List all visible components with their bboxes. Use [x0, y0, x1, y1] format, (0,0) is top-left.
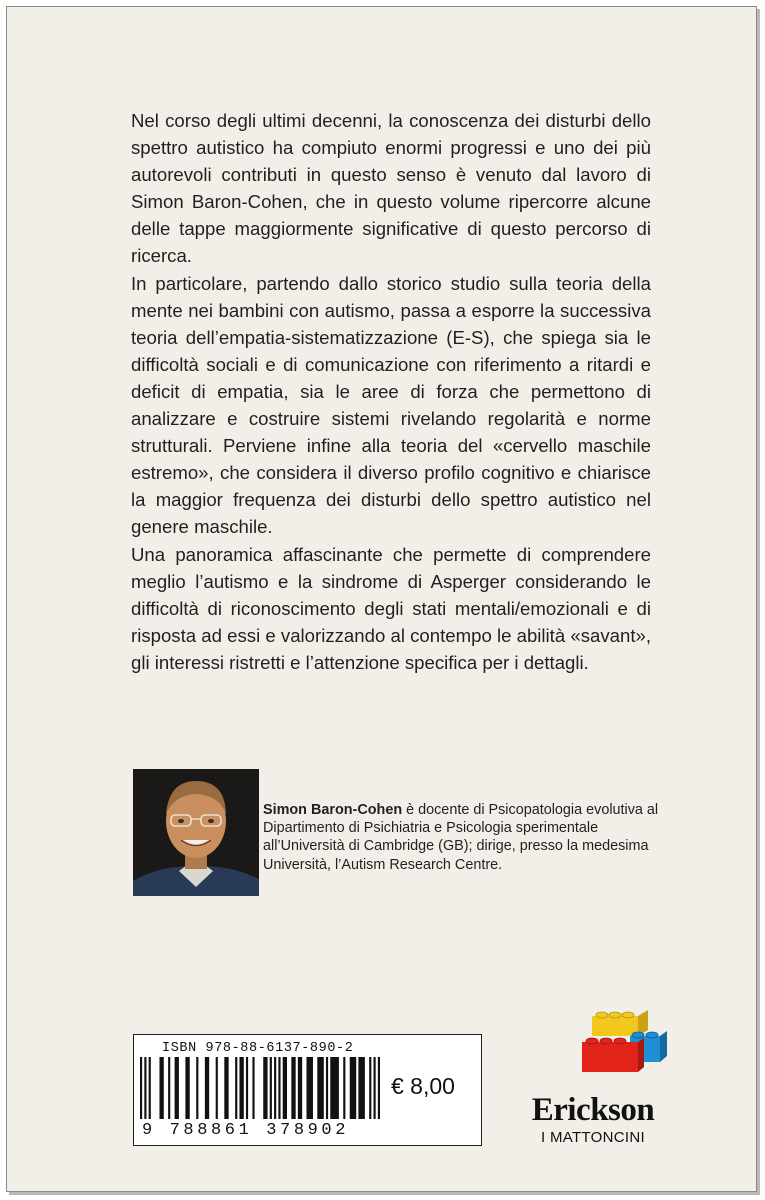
barcode-bar: [283, 1057, 287, 1119]
barcode-bar: [216, 1057, 218, 1119]
barcode-bar: [235, 1057, 237, 1119]
barcode-bar: [175, 1057, 179, 1119]
barcode-bar: [205, 1057, 209, 1119]
barcode-bar: [239, 1057, 243, 1119]
red-brick: [582, 1038, 644, 1072]
barcode-bar: [168, 1057, 170, 1119]
barcode-bar: [252, 1057, 254, 1119]
barcode-bar: [358, 1057, 364, 1119]
barcode-bar: [291, 1057, 295, 1119]
barcode-bar: [185, 1057, 189, 1119]
barcode-bar: [306, 1057, 312, 1119]
author-photo: [133, 769, 259, 896]
barcode-bar: [149, 1057, 151, 1119]
barcode-bar: [270, 1057, 272, 1119]
barcode-digits: 9 788861 378902: [142, 1121, 350, 1140]
publisher-name: Erickson: [531, 1092, 655, 1128]
barcode-bar: [159, 1057, 163, 1119]
barcode-bar: [330, 1057, 339, 1119]
barcode-bar: [278, 1057, 280, 1119]
blurb-paragraph-2: In particolare, partendo dallo storico studio sulla teoria della mente nei bambini con autismo, passa a esporre la successiva teoria dell’empatia-sistematizzazione (E-S), che spiega sia le difficoltà sociali e di comunicazione con riferimento a ritardi e deficit di empatia, sia le aree di forza che permettono di analizzare e costruire sistemi rivelando regolarità e norme strutturali. Perviene infine alla teoria del «cervello maschile estremo», che considera il diverso profilo cognitivo e chiarisce la maggior frequenza dei disturbi dello spettro autistico nel genere maschile.: [131, 272, 651, 538]
author-bio-text: è docente di Psicopatologia evolutiva al Dipartimento di Psichiatria e Psicologia sperimentale all’Università di Cambridge (GB); dirige, presso la medesima Università, l’Autism Research Centre.: [263, 802, 659, 873]
barcode-bar: [350, 1057, 356, 1119]
blurb-text: [131, 107, 651, 676]
blurb-paragraph-1: Nel corso degli ultimi decenni, la conoscenza dei disturbi dello spettro autistico ha compiuto enormi progressi e uno dei più autorevoli contributi in questo senso è venuto dal lavoro di Simon Baron-Cohen, che in questo volume ripercorre alcune delle tappe maggiormente significative di questo percorso di ricerca.: [131, 110, 651, 267]
author-bio: [263, 801, 683, 874]
back-cover: [6, 6, 757, 1192]
barcode-bar: [343, 1057, 345, 1119]
barcode-bar: [378, 1057, 380, 1119]
price: € 8,00: [391, 1073, 455, 1099]
barcode-bar: [274, 1057, 276, 1119]
barcode-bar: [263, 1057, 267, 1119]
barcode-bar: [224, 1057, 228, 1119]
barcode-bar: [196, 1057, 198, 1119]
isbn-label: ISBN 978-88-6137-890-2: [162, 1041, 354, 1056]
author-name: Simon Baron-Cohen: [263, 802, 403, 818]
barcode-bar: [374, 1057, 376, 1119]
barcode-bar: [140, 1057, 142, 1119]
blurb-paragraph-3: Una panoramica affascinante che permette di comprendere meglio l’autismo e la sindrome di Asperger considerando le difficoltà di riconoscimento degli stati mentali/emozionali e di risposta ad essi e valorizzando al contempo le abilità «savant», gli interessi ristretti e l’attenzione specifica per i dettagli.: [131, 543, 651, 673]
lego-bricks-logo: [574, 1004, 670, 1092]
barcode-bar: [326, 1057, 328, 1119]
barcode-bar: [144, 1057, 146, 1119]
barcode-bar: [369, 1057, 371, 1119]
barcode-bar: [298, 1057, 302, 1119]
publisher-series: I MATTONCINI: [541, 1129, 645, 1146]
barcode-bars: [136, 1057, 386, 1123]
barcode-bar: [317, 1057, 323, 1119]
barcode-box: [133, 1034, 482, 1146]
barcode-bar: [246, 1057, 248, 1119]
